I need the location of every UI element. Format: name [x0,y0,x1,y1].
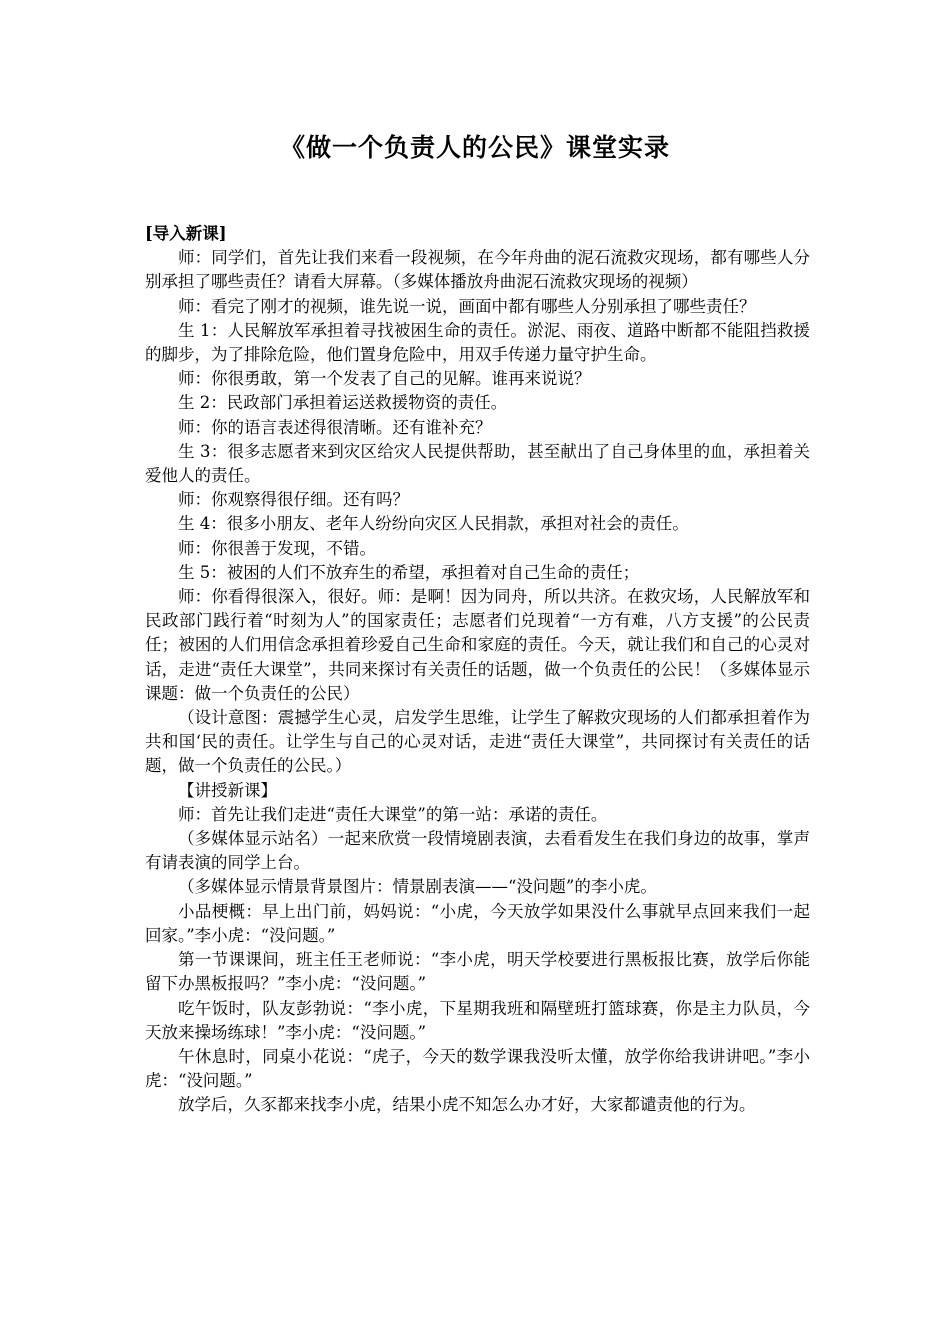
paragraph: 生 3：很多志愿者来到灾区给灾人民提供帮助，甚至献出了自己身体里的血，承担着关爱他人的责任。 [145,441,810,486]
section-heading-new: 【讲授新课】 [178,780,277,800]
paragraph: 师：你的语言表述得很清晰。还有谁补充？ [178,417,492,437]
paragraph: 放学后，久豕都来找李小虎，结果小虎不知怎么办才好，大家都谴责他的行为。 [178,1095,756,1115]
paragraph: （多媒体显示站名）一起来欣赏一段情境剧表演，去看看发生在我们身边的故事，掌声有请表演的同学上台。 [145,829,810,873]
paragraph: 师：你看得很深入，很好。师：是啊！因为同舟，所以共济。在救灾场，人民解放军和民政部门践行着“时刻为人”的国家责任；志愿者们兑现着“一方有难，八方支援”的公民责任；被困的人们用信念承担着珍爱自己生命和家庭的责任。今天，就让我们和自己的心灵对话，走进“责任大课堂”，共同来探讨有关责任的话题，做一个负责任的公民！（多媒体显示课题：做一个负责任的公民） [145,587,810,703]
paragraph: 师：你很勇敢，第一个发表了自己的见解。谁再来说说？ [178,369,591,389]
section-heading-intro: [导入新课] [145,224,227,243]
paragraph: 师：首先让我们走进“责任大课堂”的第一站：承诺的责任。 [178,804,608,824]
paragraph: 师：同学们，首先让我们来看一段视频，在今年舟曲的泥石流救灾现场，都有哪些人分别承担了哪些责任？请看大屏幕。（多媒体播放舟曲泥石流救灾现场的视频） [145,248,810,292]
document-body [145,222,810,1118]
paragraph: （设计意图：震撼学生心灵，启发学生思维，让学生了解救灾现场的人们都承担着作为共和国‘民的责任。让学生与自己的心灵对话，走进“责任大课堂”，共同探讨有关责任的话题，做一个负责任的公民。） [145,708,810,776]
paragraph: 生 4：很多小朋友、老年人纷纷向灾区人民捐款，承担对社会的责任。 [178,514,689,534]
paragraph: 生 1：人民解放军承担着寻找被困生命的责任。淤泥、雨夜、道路中断都不能阻挡救援的脚步，为了排除危险，他们置身危险中，用双手传递力量守护生命。 [145,320,810,365]
paragraph: 午休息时，同桌小花说：“虎子，今天的数学课我没听太懂，放学你给我讲讲吧。”李小虎：“没问题。” [145,1046,810,1091]
paragraph: 师：你很善于发现，不错。 [178,538,376,558]
paragraph: （多媒体显示情景背景图片：情景剧表演——“没问题”的李小虎。 [178,877,657,897]
page-title: 《做一个负责人的公民》课堂实录 [279,133,670,162]
paragraph: 生 2：民政部门承担着运送救援物资的责任。 [178,393,508,413]
paragraph: 师：你观察得很仔细。还有吗？ [178,490,409,510]
paragraph: 小品梗概：早上出门前，妈妈说：“小虎，今天放学如果没什么事就早点回来我们一起回家。”李小虎：“没问题。” [145,901,810,945]
paragraph: 吃午饭时，队友彭勃说：“李小虎，下星期我班和隔壁班打篮球赛，你是主力队员，今天放来操场练球！”李小虎：“没问题。” [145,998,810,1042]
paragraph: 师：看完了刚才的视频，谁先说一说，画面中都有哪些人分别承担了哪些责任？ [178,296,756,316]
paragraph: 第一节课课间，班主任王老师说：“李小虎，明天学校要进行黑板报比赛，放学后你能留下办黑板报吗？”李小虎：“没问题。” [145,950,810,994]
paragraph: 生 5：被困的人们不放弃生的希望，承担着对自己生命的责任； [178,562,640,582]
